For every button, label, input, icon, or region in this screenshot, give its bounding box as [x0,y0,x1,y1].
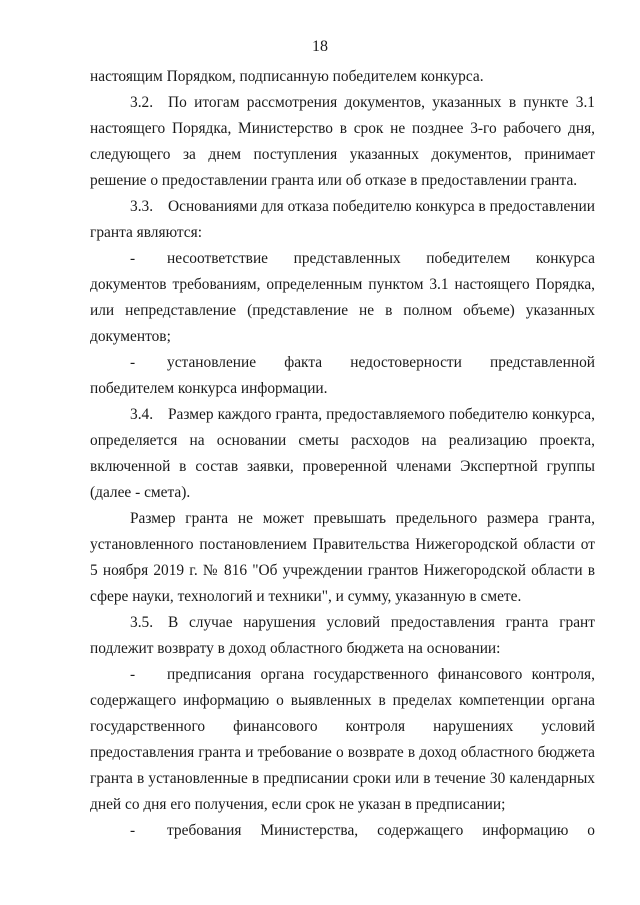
clause-3-3 [90,194,595,246]
clause-3-4 [90,402,595,506]
clause-text: Основаниями для отказа победителю конкурса в предоставлении гранта являются: [90,198,595,241]
paragraph-grant-limit [90,506,595,610]
bullet-dash: - [130,354,136,371]
clause-number: 3.2. [130,94,154,111]
paragraph-text: Размер гранта не может превышать предельного размера гранта, установленного постановлением Правительства Нижегородской области от 5 ноября 2019 г. № 816 "Об учреждении грантов Нижегородской области в сфере науки, технологий и техники", и сумму, указанную в смете. [90,510,595,605]
bullet-text: несоответствие представленных победителем конкурса документов требованиям, определенным пунктом 3.1 настоящего Порядка, или непредставление (представление не в полном объеме) указанных документов; [90,250,595,345]
paragraph-continuation [90,64,595,90]
page-number: 18 [312,38,328,55]
clause-3-2 [90,90,595,194]
clause-number: 3.3. [130,198,154,215]
clause-3-5 [90,610,595,662]
bullet-dash: - [130,822,136,839]
clause-number: 3.5. [130,614,154,631]
clause-number: 3.4. [130,406,154,423]
bullet-item [90,818,595,844]
bullet-text: предписания органа государственного финансового контроля, содержащего информацию о выявленных в пределах компетенции органа государственного финансового контроля нарушениях условий предоставления гранта и требование о возврате в доход областного бюджета гранта в установленные в предписании сроки или в течение 30 календарных дней со дня его получения, если срок не указан в предписании; [90,666,595,813]
bullet-dash: - [130,666,136,683]
clause-text: В случае нарушения условий предоставления гранта грант подлежит возврату в доход областного бюджета на основании: [90,614,595,657]
paragraph-text: настоящим Порядком, подписанную победителем конкурса. [90,68,484,85]
clause-text: Размер каждого гранта, предоставляемого победителю конкурса, определяется на основании сметы расходов на реализацию проекта, включенной в состав заявки, проверенной членами Экспертной группы (далее - смета). [90,406,595,501]
bullet-item [90,350,595,402]
bullet-item [90,246,595,350]
bullet-text: установление факта недостоверности представленной победителем конкурса информации. [90,354,595,397]
document-body [90,64,595,844]
bullet-dash: - [130,250,136,267]
bullet-item [90,662,595,818]
bullet-text: требования Министерства, содержащего информацию о [167,822,595,839]
clause-text: По итогам рассмотрения документов, указанных в пункте 3.1 настоящего Порядка, Министерство в срок не позднее 3-го рабочего дня, следующего за днем поступления указанных документов, принимает решение о предоставлении гранта или об отказе в предоставлении гранта. [90,94,595,189]
